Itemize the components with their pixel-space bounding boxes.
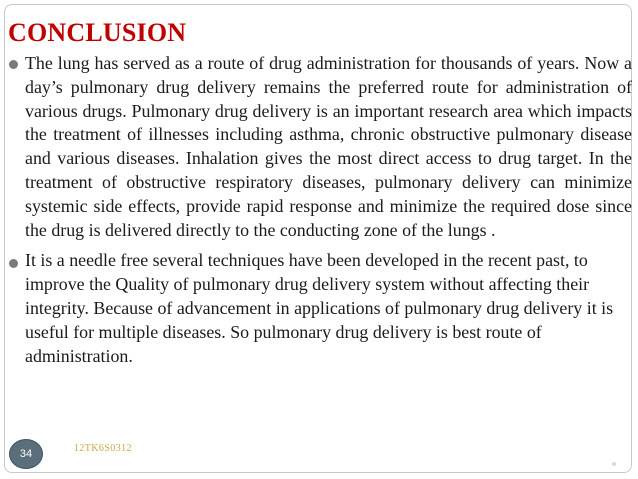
- page-number-badge: 34: [9, 439, 43, 469]
- bullet-list: [8, 52, 632, 368]
- bullet-item: [8, 52, 632, 242]
- bullet-text: The lung has served as a route of drug administration for thousands of years. Now a day’s pulmonary drug delivery remains the preferred route for administration of various drugs. Pulmonary drug delivery is an important research area which impacts the treatment of illnesses including asthma, chronic obstructive pulmonary disease and various diseases. Inhalation gives the most direct access to drug target. In the treatment of obstructive respiratory diseases, pulmonary delivery can minimize systemic side effects, provide rapid response and minimize the required dose since the drug is delivered directly to the conducting zone of the lungs .: [25, 53, 632, 240]
- bullet-dot-icon: [9, 259, 18, 268]
- slide-title: CONCLUSION: [8, 18, 187, 47]
- bullet-dot-icon: [9, 60, 18, 69]
- bullet-item: [8, 249, 632, 368]
- footer-code: 12TK6S0312: [74, 443, 132, 454]
- bullet-text: It is a needle free several techniques have been developed in the recent past, to improve the Quality of pulmonary drug delivery system without affecting their integrity. Because of advancement in applications of pulmonary drug delivery it is useful for multiple diseases. So pulmonary drug delivery is best route of administration.: [25, 250, 614, 366]
- corner-dot-icon: [612, 462, 616, 466]
